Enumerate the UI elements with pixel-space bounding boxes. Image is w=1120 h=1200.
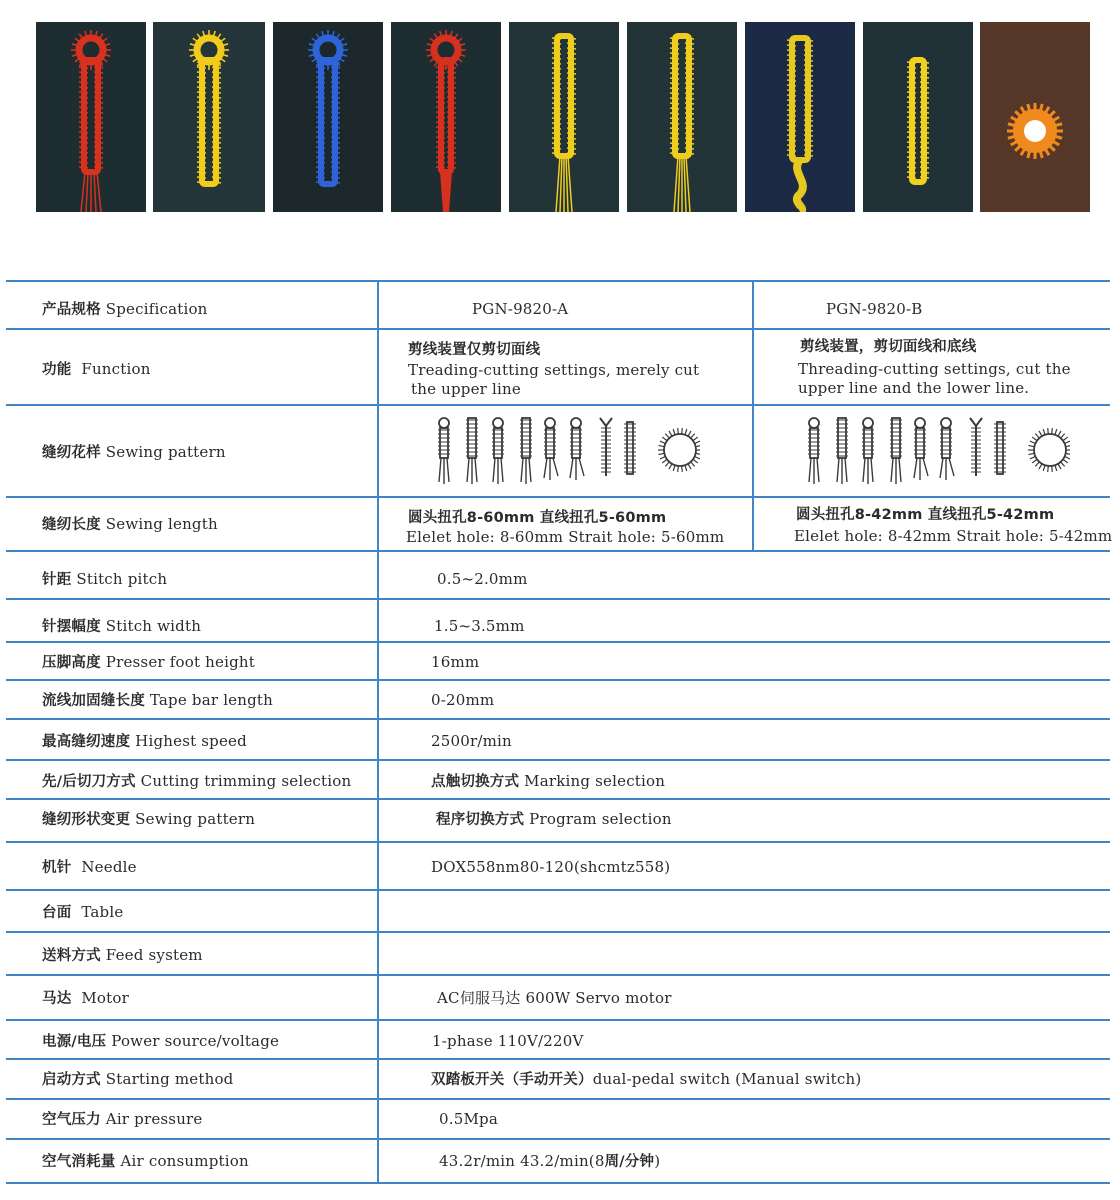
function-b-cn: 剪线装置，剪切面线和底线 [800, 339, 977, 355]
label-table: 台面 Table [42, 903, 124, 921]
pattern-icon-straight-tails [836, 418, 848, 484]
label-cutting-trimming: 先/后切刀方式 Cutting trimming selection [42, 772, 352, 790]
label-stitch-width: 针摆幅度 Stitch width [42, 617, 202, 635]
red-eyelet-tapered-sample [391, 22, 501, 212]
pattern-icon-straight-tails [520, 418, 532, 484]
label-air-consumption: 空气消耗量 Air consumption [42, 1152, 249, 1170]
pattern-icon-straight-tails [890, 418, 902, 484]
stitch-pitch-value: 0.5~2.0mm [437, 570, 528, 588]
length-b-cn: 圆头扭孔8-42mm 直线扭孔5-42mm [796, 507, 1055, 523]
yellow-eyelet-sample [153, 22, 265, 212]
air-consumption-value: 43.2r/min 43.2/min(8周/分钟) [439, 1152, 661, 1170]
label-sewing-length: 缝纫长度 Sewing length [42, 515, 218, 533]
yellow-straight-tails-sample-2 [627, 22, 737, 212]
label-highest-speed: 最高缝纫速度 Highest speed [42, 732, 247, 750]
label-power-source: 电源/电压 Power source/voltage [42, 1032, 280, 1050]
sewing-pattern-icons-a [430, 416, 700, 492]
label-motor: 马达 Motor [42, 989, 129, 1007]
pattern-icon-eyelet-bent [914, 418, 928, 480]
label-presser-foot-height: 压脚高度 Presser foot height [42, 653, 255, 671]
length-a-en: Elelet hole: 8-60mm Strait hole: 5-60mm [406, 528, 725, 546]
function-a-en-2: the upper line [411, 380, 521, 398]
pattern-icon-ring [1028, 428, 1070, 472]
pattern-icon-eyelet-tails [438, 418, 450, 484]
label-stitch-pitch: 针距 Stitch pitch [42, 570, 168, 588]
model-b-name: PGN-9820-B [826, 300, 923, 318]
pattern-icon-straight-tails [466, 418, 478, 484]
yellow-straight-sample [863, 22, 973, 212]
label-tape-bar-length: 流线加固缝长度 Tape bar length [42, 691, 274, 709]
function-a-cn: 剪线装置仅剪切面线 [408, 342, 541, 358]
cutting-value: 点触切换方式 Marking selection [431, 772, 666, 790]
pattern-icon-straight [624, 422, 636, 474]
stitch-sample-photo-strip [36, 22, 1090, 212]
stitch-width-value: 1.5~3.5mm [434, 617, 525, 635]
label-air-pressure: 空气压力 Air pressure [42, 1110, 203, 1128]
needle-value: DOX558nm80-120(shcmtz558) [431, 858, 671, 876]
pattern-icon-eyelet-bent [544, 418, 558, 480]
yellow-straight-tails-sample [509, 22, 619, 212]
power-value: 1-phase 110V/220V [432, 1032, 584, 1050]
label-sewing-pattern-change: 缝纫形状变更 Sewing pattern [42, 810, 256, 828]
pattern-icon-eyelet-tails [492, 418, 504, 484]
specification-table [6, 280, 1113, 1184]
length-a-cn: 圆头扭孔8-60mm 直线扭孔5-60mm [408, 510, 667, 526]
function-a-en-1: Treading-cutting settings, merely cut [408, 361, 700, 379]
pattern-icon-eyelet-bent [940, 418, 954, 480]
label-function: 功能 Function [42, 360, 151, 378]
red-eyelet-sample [36, 22, 146, 212]
label-sewing-pattern: 缝纫花样 Sewing pattern [42, 443, 226, 461]
blue-eyelet-sample [273, 22, 383, 212]
highest-speed-value: 2500r/min [431, 732, 512, 750]
pattern-icon-eyelet-tails [862, 418, 874, 484]
function-b-en-1: Threading-cutting settings, cut the [798, 360, 1071, 378]
label-feed-system: 送料方式 Feed system [42, 946, 203, 964]
label-needle: 机针 Needle [42, 858, 137, 876]
pattern-icon-straight [994, 422, 1006, 474]
pattern-icon-fork [970, 418, 982, 476]
pattern-change-value: 程序切换方式 Program selection [436, 810, 672, 828]
pattern-icon-eyelet-bent [570, 418, 584, 480]
motor-value: AC伺服马达 600W Servo motor [437, 989, 672, 1007]
label-specification: 产品规格 Specification [42, 300, 208, 318]
tape-bar-value: 0-20mm [431, 691, 495, 709]
pattern-icon-eyelet-tails [808, 418, 820, 484]
label-starting-method: 启动方式 Starting method [42, 1070, 234, 1088]
starting-value: 双踏板开关（手动开关）dual-pedal switch (Manual switch) [431, 1070, 862, 1088]
pattern-icon-ring [658, 428, 700, 472]
length-b-en: Elelet hole: 8-42mm Strait hole: 5-42mm [794, 527, 1113, 545]
sewing-pattern-icons-b [800, 416, 1070, 492]
function-b-en-2: upper line and the lower line. [798, 379, 1030, 397]
orange-round-eyelet-sample [980, 22, 1090, 212]
presser-foot-value: 16mm [431, 653, 480, 671]
air-pressure-value: 0.5Mpa [439, 1110, 498, 1128]
yellow-straight-braided-sample [745, 22, 855, 212]
model-a-name: PGN-9820-A [472, 300, 569, 318]
pattern-icon-fork [600, 418, 612, 476]
